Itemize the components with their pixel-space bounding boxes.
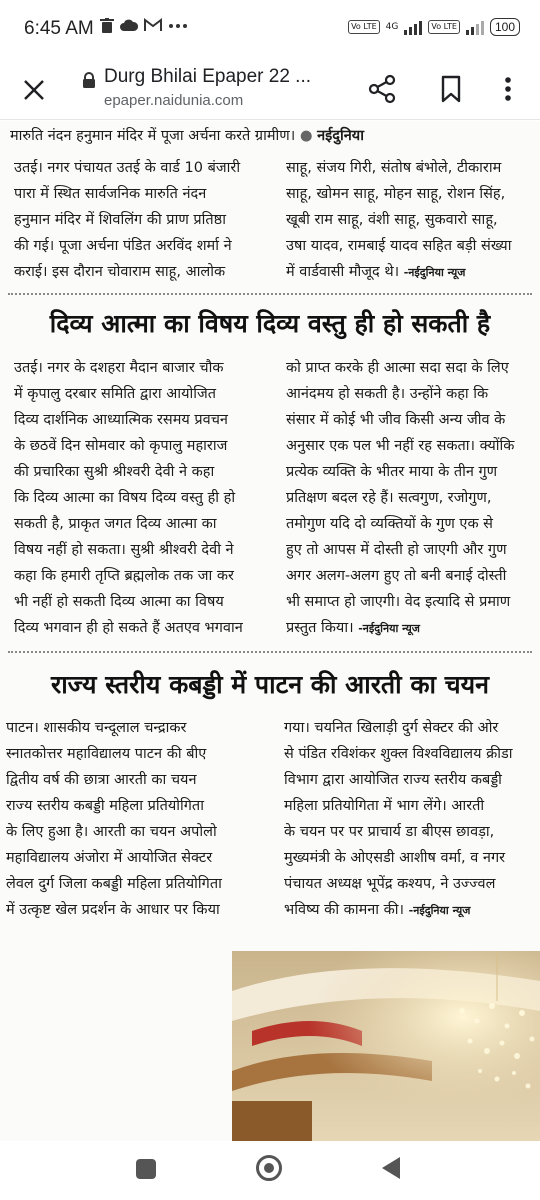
share-icon[interactable] xyxy=(368,74,398,104)
article-bottom-right-column xyxy=(284,715,536,924)
line: विषय नहीं हो सकता। सुश्री श्रीश्वरी देवी ने xyxy=(14,542,234,558)
byline: -नईदुनिया न्यूज xyxy=(358,622,420,635)
article-bottom-left-column xyxy=(6,715,268,923)
line: लेवल दुर्ग जिला कबड्डी महिला प्रतियोगिता xyxy=(6,876,222,892)
line: पंचायत अध्यक्ष भूपेंद्र कश्यप, ने उज्ज्वल xyxy=(284,876,496,892)
line-with-byline: प्रस्तुत किया। -नईदुनिया न्यूज xyxy=(286,620,420,636)
article-mid-right-column xyxy=(286,355,536,642)
headline-kabaddi: राज्य स्तरीय कबड्डी में पाटन की आरती का चयन xyxy=(50,670,489,699)
line: सकती है, प्राकृत जगत दिव्य आत्मा का xyxy=(14,516,217,532)
line: प्रत्येक व्यक्ति के भीतर माया के तीन गुण xyxy=(286,464,498,480)
line: के लिए हुआ है। आरती का चयन अपोलो xyxy=(6,824,217,840)
back-icon[interactable] xyxy=(382,1157,400,1179)
line: खूबी राम साहू, वंशी साहू, सुकवारो साहू, xyxy=(286,212,498,228)
page-title[interactable]: Durg Bhilai Epaper 22 ... xyxy=(104,66,312,87)
notification-icons xyxy=(100,18,188,34)
line: अनुसार एक पल भी नहीं रह सकता। क्योंकि xyxy=(286,438,515,454)
line: साहू, खोमन साहू, मोहन साहू, रोशन सिंह, xyxy=(286,186,506,202)
line: उषा यादव, रामबाई यादव सहित बड़ी संख्या xyxy=(286,238,512,254)
gmail-icon xyxy=(144,18,162,32)
network-type: 4G xyxy=(385,22,399,32)
trash-icon xyxy=(100,18,114,34)
lock-icon xyxy=(82,72,96,88)
line: दिव्य भगवान ही हो सकते हैं अतएव भगवान xyxy=(14,620,243,636)
line: भी समाप्त हो जाएगी। वेद इत्यादि से प्रमाण xyxy=(286,594,511,610)
line: साहू, संजय गिरी, संतोष बंभोले, टीकाराम xyxy=(286,160,502,176)
browser-toolbar xyxy=(0,60,540,120)
line: प्रतिक्षण बदल रहे हैं। सत्वगुण, रजोगुण, xyxy=(286,490,492,506)
article-top-right-column xyxy=(286,155,536,286)
line: की प्रचारिका सुश्री श्रीश्वरी देवी ने कहा xyxy=(14,464,215,480)
line: हनुमान मंदिर में शिवलिंग की प्राण प्रतिष्ठा xyxy=(14,212,226,228)
battery-icon: 100 xyxy=(490,18,520,36)
system-icons xyxy=(348,18,520,36)
status-bar xyxy=(0,0,540,60)
recent-apps-icon[interactable] xyxy=(136,1159,156,1179)
byline: -नईदुनिया न्यूज xyxy=(408,904,471,917)
line: को प्राप्त करके ही आत्मा सदा सदा के लिए xyxy=(286,360,509,376)
article-divider xyxy=(8,651,532,653)
bookmark-icon[interactable] xyxy=(438,74,464,104)
line: महाविद्यालय अंजोरा में आयोजित सेक्टर xyxy=(6,850,213,866)
page-domain[interactable]: epaper.naidunia.com xyxy=(104,92,244,109)
line: स्नातकोत्तर महाविद्यालय पाटन की बीए xyxy=(6,746,207,762)
article-mid-left-column xyxy=(14,355,268,641)
line: महिला प्रतियोगिता में भाग लेंगे। आरती xyxy=(284,798,485,814)
line: मुख्यमंत्री के ओएसडी आशीष वर्मा, व नगर xyxy=(284,850,506,866)
status-time: 6:45 AM xyxy=(24,18,94,39)
more-vert-icon[interactable] xyxy=(498,74,518,104)
photo-caption: मारुति नंदन हनुमान मंदिर में पूजा अर्चना करते ग्रामीण। ● नईदुनिया xyxy=(10,128,364,144)
line: कराई। इस दौरान चोवाराम साहू, आलोक xyxy=(14,264,226,280)
line: विभाग द्वारा आयोजित राज्य स्तरीय कबड्डी xyxy=(284,772,502,788)
line-with-byline: भविष्य की कामना की। -नईदुनिया न्यूज xyxy=(284,902,471,918)
caption-text: मारुति नंदन हनुमान मंदिर में पूजा अर्चना करते ग्रामीण। xyxy=(10,128,296,144)
epaper-page[interactable] xyxy=(0,121,540,1141)
caption-brand: नईदुनिया xyxy=(317,128,364,144)
chandelier-photo xyxy=(232,951,540,1141)
volte-badge-2: Vo LTE xyxy=(428,20,460,34)
line: दिव्य दार्शनिक आध्यात्मिक रसमय प्रवचन xyxy=(14,412,228,428)
line: संसार में कोई भी जीव किसी अन्य जीव के xyxy=(286,412,506,428)
signal-icon-2 xyxy=(466,19,484,35)
line: तमोगुण यदि दो व्यक्तियों के गुण एक से xyxy=(286,516,493,532)
article-photo-chandelier xyxy=(232,951,540,1141)
line: की गई। पूजा अर्चना पंडित अरविंद शर्मा ने xyxy=(14,238,232,254)
line: कहा कि हमारी तृप्ति ब्रह्मलोक तक जा कर xyxy=(14,568,234,584)
line: के छठवें दिन सोमवार को कृपालु महाराज xyxy=(14,438,228,454)
headline-divya-atma: दिव्य आत्मा का विषय दिव्य वस्तु ही हो सकती है xyxy=(49,309,491,338)
line: कि दिव्य आत्मा का विषय दिव्य वस्तु ही हो xyxy=(14,490,236,506)
line: हुए तो आपस में दोस्ती हो जाएगी और गुण xyxy=(286,542,507,558)
line: उतई। नगर के दशहरा मैदान बाजार चौक xyxy=(14,360,224,376)
article-top-left-column xyxy=(14,155,262,285)
article-divider xyxy=(8,293,532,295)
byline: -नईदुनिया न्यूज xyxy=(403,266,466,279)
home-icon[interactable] xyxy=(256,1155,282,1181)
line: में कृपालु दरबार समिति द्वारा आयोजित xyxy=(14,386,217,402)
line: के चयन पर पर प्राचार्य डा बीएस छावड़ा, xyxy=(284,824,495,840)
line-with-byline: में वार्डवासी मौजूद थे। -नईदुनिया न्यूज xyxy=(286,264,466,280)
line: गया। चयनित खिलाड़ी दुर्ग सेक्टर की ओर xyxy=(284,720,499,736)
more-dots-icon xyxy=(168,18,188,32)
close-icon[interactable] xyxy=(18,74,50,106)
line: में उत्कृष्ट खेल प्रदर्शन के आधार पर किया xyxy=(6,902,220,918)
cloud-icon xyxy=(120,18,138,32)
system-nav-bar xyxy=(0,1141,540,1200)
volte-badge: Vo LTE xyxy=(348,20,380,34)
line: आनंदमय हो सकती है। उन्होंने कहा कि xyxy=(286,386,489,402)
line: से पंडित रविशंकर शुक्ल विश्वविद्यालय क्रीडा xyxy=(284,746,513,762)
line: पाटन। शासकीय चन्दूलाल चन्द्राकर xyxy=(6,720,187,736)
line: पारा में स्थित सार्वजनिक मारुति नंदन xyxy=(14,186,207,202)
signal-icon xyxy=(404,19,422,35)
line: अगर अलग-अलग हुए तो बनी बनाई दोस्ती xyxy=(286,568,507,584)
line: उतई। नगर पंचायत उतई के वार्ड 10 बंजारी xyxy=(14,160,241,176)
line: द्वितीय वर्ष की छात्रा आरती का चयन xyxy=(6,772,197,788)
line: राज्य स्तरीय कबड्डी महिला प्रतियोगिता xyxy=(6,798,204,814)
line: भी नहीं हो सकती दिव्य आत्मा का विषय xyxy=(14,594,224,610)
